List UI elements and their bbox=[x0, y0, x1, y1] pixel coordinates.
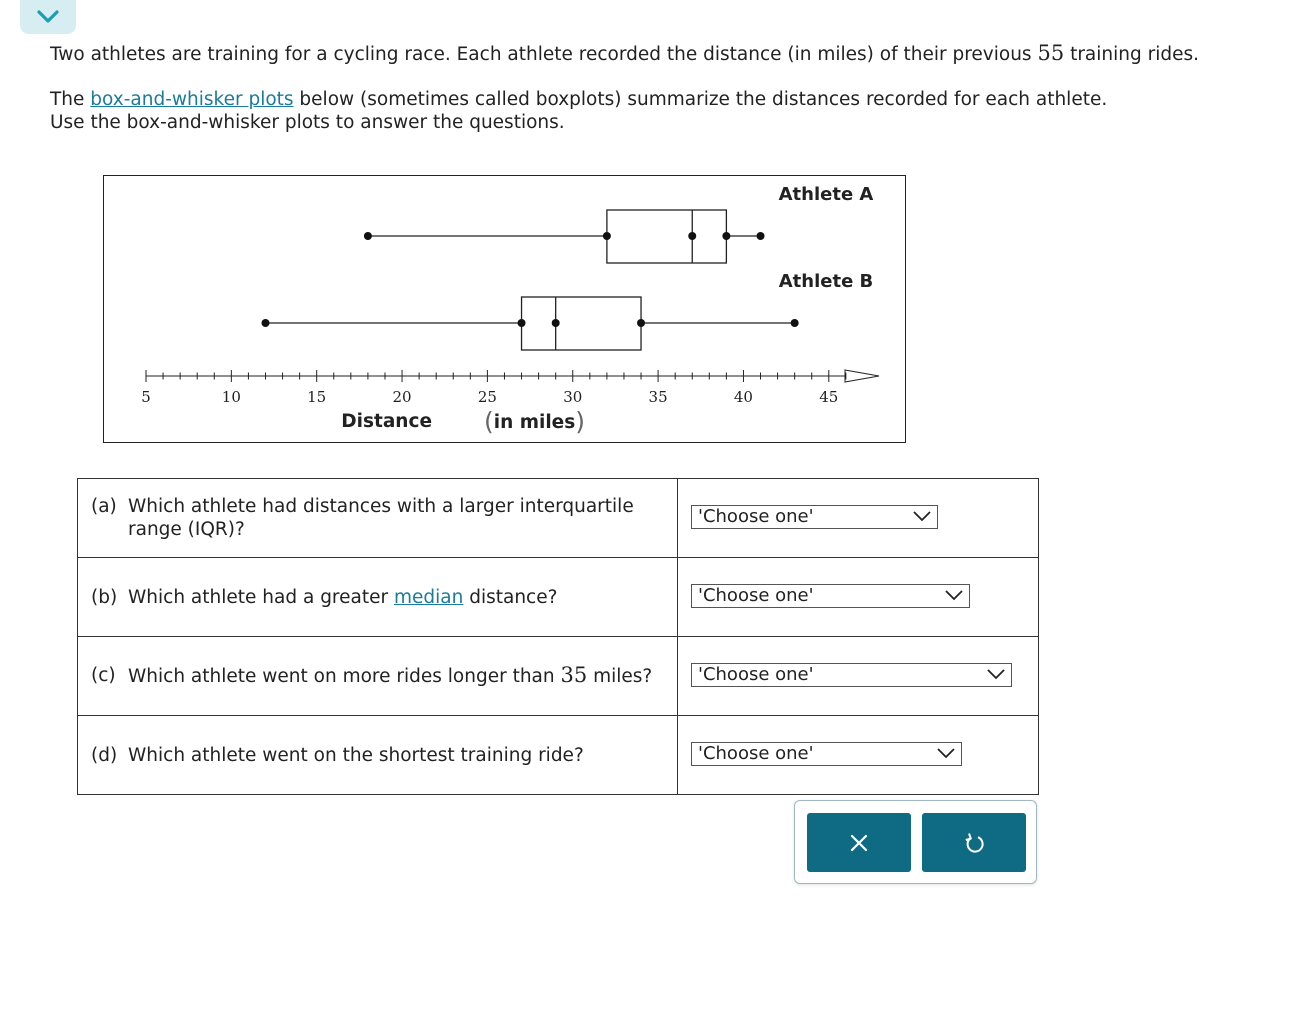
answer-select-c[interactable]: 'Choose one' bbox=[691, 663, 1012, 687]
chevron-down-icon bbox=[913, 511, 931, 522]
x-axis-unit-label: (in miles) bbox=[484, 407, 586, 436]
chevron-down-icon bbox=[945, 590, 963, 601]
median-link[interactable]: median bbox=[393, 586, 464, 608]
tick-label: 35 bbox=[648, 388, 668, 406]
boxplot-chart bbox=[103, 175, 906, 444]
question-row-c bbox=[78, 637, 1039, 716]
chevron-down-icon bbox=[987, 669, 1005, 680]
question-row-b bbox=[78, 558, 1039, 637]
clear-button[interactable] bbox=[807, 813, 911, 872]
question-row-d bbox=[78, 716, 1039, 795]
close-icon bbox=[849, 833, 869, 853]
median-point bbox=[688, 232, 696, 240]
min-point bbox=[364, 232, 372, 240]
tick-label: 30 bbox=[563, 388, 583, 406]
tick-label: 25 bbox=[477, 388, 497, 406]
tick-label: 45 bbox=[819, 388, 839, 406]
x-axis-label: Distance bbox=[341, 411, 432, 432]
series-label: Athlete A bbox=[778, 184, 874, 205]
questions-table bbox=[77, 478, 1039, 795]
chevron-down-icon bbox=[937, 748, 955, 759]
intro-line-2: The box-and-whisker plots below (sometimes called boxplots) summarize the distances recorded for each athlete. bbox=[50, 89, 1108, 110]
intro-line-3: Use the box-and-whisker plots to answer the questions. bbox=[50, 112, 565, 133]
question-label: (c) bbox=[91, 665, 116, 686]
question-label: (d) bbox=[91, 744, 118, 766]
question-text: Which athlete had a greater median distance? bbox=[128, 586, 558, 608]
answer-select-b[interactable]: 'Choose one' bbox=[691, 584, 970, 608]
min-point bbox=[261, 319, 269, 327]
series-label: Athlete B bbox=[778, 271, 874, 292]
chevron-down-icon bbox=[36, 9, 60, 25]
q3-point bbox=[722, 232, 730, 240]
question-text: Which athlete went on more rides longer than 35 miles? bbox=[128, 663, 653, 687]
intro-line-1: Two athletes are training for a cycling race. Each athlete recorded the distance (in miles) of their previous 55 training rides. bbox=[50, 41, 1200, 65]
collapse-toggle[interactable] bbox=[20, 0, 76, 34]
question-text: Which athlete went on the shortest training ride? bbox=[128, 744, 584, 766]
max-point bbox=[791, 319, 799, 327]
boxplot-link[interactable]: box-and-whisker plots bbox=[90, 89, 294, 110]
answer-select-d[interactable]: 'Choose one' bbox=[691, 742, 962, 766]
question-text: Which athlete had distances with a larger interquartile range (IQR)? bbox=[128, 496, 634, 540]
q3-point bbox=[637, 319, 645, 327]
question-label: (a) bbox=[91, 496, 117, 517]
tick-label: 40 bbox=[733, 388, 753, 406]
max-point bbox=[757, 232, 765, 240]
reset-button[interactable] bbox=[922, 813, 1026, 872]
undo-icon bbox=[963, 831, 985, 855]
action-panel bbox=[794, 800, 1037, 884]
tick-label: 5 bbox=[141, 388, 151, 406]
median-point bbox=[552, 319, 560, 327]
q1-point bbox=[603, 232, 611, 240]
q1-point bbox=[518, 319, 526, 327]
question-row-a bbox=[78, 479, 1039, 558]
question-label: (b) bbox=[91, 586, 118, 608]
answer-select-a[interactable]: 'Choose one' bbox=[691, 505, 938, 529]
tick-label: 15 bbox=[307, 388, 327, 406]
tick-label: 10 bbox=[221, 388, 241, 406]
tick-label: 20 bbox=[392, 388, 412, 406]
